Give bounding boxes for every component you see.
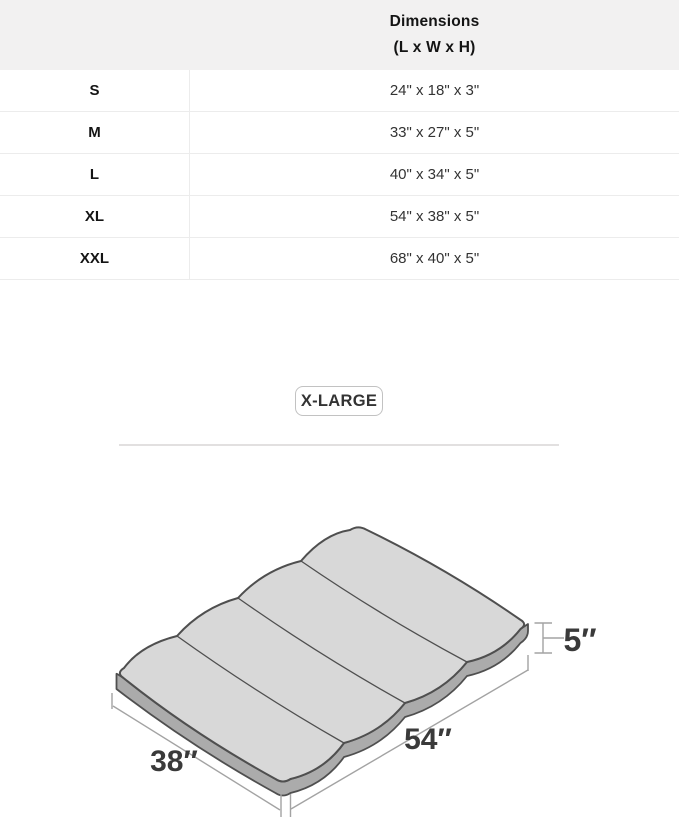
dimensions-value: 54" x 38" x 5": [389, 208, 480, 225]
dimensions-value: 24" x 18" x 3": [389, 82, 480, 99]
table-header-dimensions-line2: (L x W x H): [393, 39, 476, 56]
table-header-dimensions-line1: Dimensions: [389, 13, 480, 30]
dimensions-value: 33" x 27" x 5": [389, 124, 480, 141]
selected-size-button[interactable]: X-LARGE: [295, 386, 383, 416]
length-dimension-label: 54″: [404, 723, 452, 756]
size-label: XL: [0, 196, 190, 237]
size-label: M: [0, 112, 190, 153]
size-label: L: [0, 154, 190, 195]
dimensions-value: 68" x 40" x 5": [389, 250, 480, 267]
width-dimension-label: 38″: [150, 745, 198, 778]
dimensions-value: 40" x 34" x 5": [389, 166, 480, 183]
height-dimension-label: 5″: [563, 622, 597, 658]
size-label: S: [0, 70, 190, 111]
size-label: XXL: [0, 238, 190, 279]
